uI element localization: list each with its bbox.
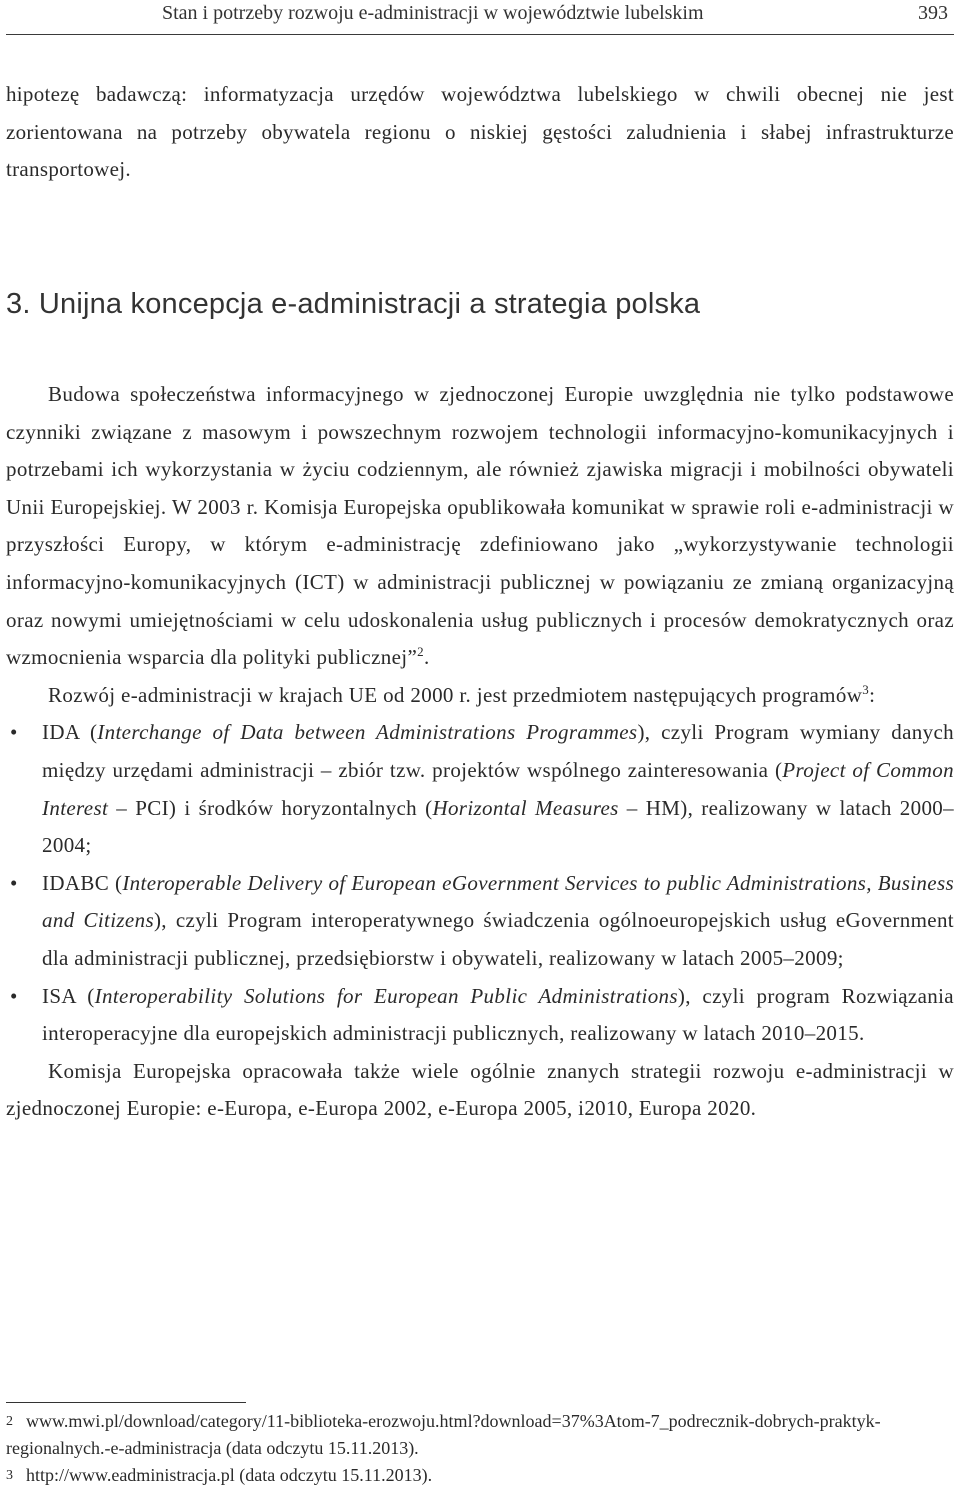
ida-e: – PCI) i środków horyzontalnych ( bbox=[108, 795, 433, 820]
isa-b: Interoperability Solutions for European Public Administrations bbox=[94, 983, 678, 1008]
bullet-icon: • bbox=[10, 870, 18, 895]
section-heading: 3. Unijna koncepcja e-administracji a strategia polska bbox=[6, 288, 701, 320]
ida-c: ), czyli Program wymiany danych między urzędami administracji – zbiór tzw. projektów wspólnego zainteresowania ( bbox=[42, 720, 954, 782]
ida-f: Horizontal Measures bbox=[432, 795, 619, 820]
idabc-c: ), czyli Program interoperatywnego świadczenia ogólnoeuropejskich usług eGovernment dla administracji publicznej, przedsiębiorstw i obywateli, realizowany w latach 2005–2009; bbox=[42, 908, 954, 970]
footnote-text[interactable]: http://www.eadministracja.pl (data odczytu 15.11.2013). bbox=[26, 1465, 433, 1485]
ida-d: Project of Common Interest bbox=[42, 757, 954, 820]
footnote-3 bbox=[6, 1462, 954, 1489]
paragraph-1 bbox=[6, 376, 954, 677]
isa-c: ), czyli program Rozwiązania interoperacyjne dla europejskich administracji publicznych, realizowany w latach 2010–2015. bbox=[42, 983, 954, 1046]
intro-paragraph: hipotezę badawczą: informatyzacja urzędów województwa lubelskiego w chwili obecnej nie jest zorientowana na potrzeby obywatela regionu o niskiej gęstości zaludnienia i słabej infrastrukturze transportowej. bbox=[6, 82, 954, 181]
isa-a: ISA ( bbox=[42, 983, 95, 1008]
program-list bbox=[6, 714, 954, 1052]
footnote-divider bbox=[6, 1402, 246, 1403]
ida-a: IDA ( bbox=[42, 720, 98, 745]
list-item-idabc bbox=[6, 865, 954, 978]
footnote-mark: 2 bbox=[6, 1414, 13, 1429]
page-number: 393 bbox=[918, 2, 948, 24]
footnote-mark: 3 bbox=[6, 1468, 13, 1483]
section-body bbox=[6, 376, 954, 1128]
footnote-ref-2[interactable]: 2 bbox=[417, 644, 424, 660]
bullet-icon: • bbox=[10, 720, 18, 745]
idabc-a: IDABC ( bbox=[42, 870, 123, 895]
paragraph-1-text: Budowa społeczeństwa informacyjnego w zjednoczonej Europie uwzględnia nie tylko podstawowe czynniki związane z masowym i powszechnym rozwojem technologii informacyjno-komunikacyjnych i potrzebami ich wykorzystania w życiu codziennym, ale również zjawiska migracji i mobilności obywateli Unii Europejskiej. W 2003 r. Komisja Europejska opublikowała komunikat w sprawie roli e-administracji w przyszłości Europy, w którym e-administrację zdefiniowano jako „wykorzystywanie technologii informacyjno-komunikacyjnych (ICT) w administracji publicznej w powiązaniu ze zmianą organizacyjną oraz nowymi umiejętnościami w celu udoskonalenia usług publicznych i procesów demokratycznych oraz wzmocnienia wsparcia dla polityki publicznej” bbox=[6, 382, 954, 670]
running-header bbox=[6, 0, 954, 35]
paragraph-2-end: : bbox=[869, 682, 876, 707]
paragraph-2 bbox=[6, 677, 954, 715]
footnote-text[interactable]: www.mwi.pl/download/category/11-biblioteka-erozwoju.html?download=37%3Atom-7_podrecznik-dobrych-praktyk-regionalnych.-e-administracja (data odczytu 15.11.2013). bbox=[6, 1411, 881, 1458]
footnote-ref-3[interactable]: 3 bbox=[862, 681, 870, 697]
footnotes bbox=[6, 1408, 954, 1489]
idabc-b: Interoperable Delivery of European eGovernment Services to public Administrations, Business and Citizens bbox=[42, 870, 955, 933]
list-item-isa bbox=[6, 978, 954, 1053]
ida-g: – HM), realizowany w latach 2000–2004; bbox=[42, 795, 955, 858]
footnote-2 bbox=[6, 1408, 954, 1462]
running-title: Stan i potrzeby rozwoju e-administracji w województwie lubelskim bbox=[162, 2, 704, 24]
ida-b: Interchange of Data between Administrations Programmes bbox=[97, 720, 638, 745]
list-item-ida bbox=[6, 714, 954, 864]
bullet-icon: • bbox=[10, 983, 18, 1008]
paragraph-1-end: . bbox=[423, 645, 430, 670]
paragraph-3: Komisja Europejska opracowała także wiele ogólnie znanych strategii rozwoju e-administracji w zjednoczonej Europie: e-Europa, e-Europa 2002, e-Europa 2005, i2010, Europa 2020. bbox=[6, 1058, 954, 1121]
paragraph-2-text: Rozwój e-administracji w krajach UE od 2000 r. jest przedmiotem następujących programów bbox=[48, 682, 863, 707]
